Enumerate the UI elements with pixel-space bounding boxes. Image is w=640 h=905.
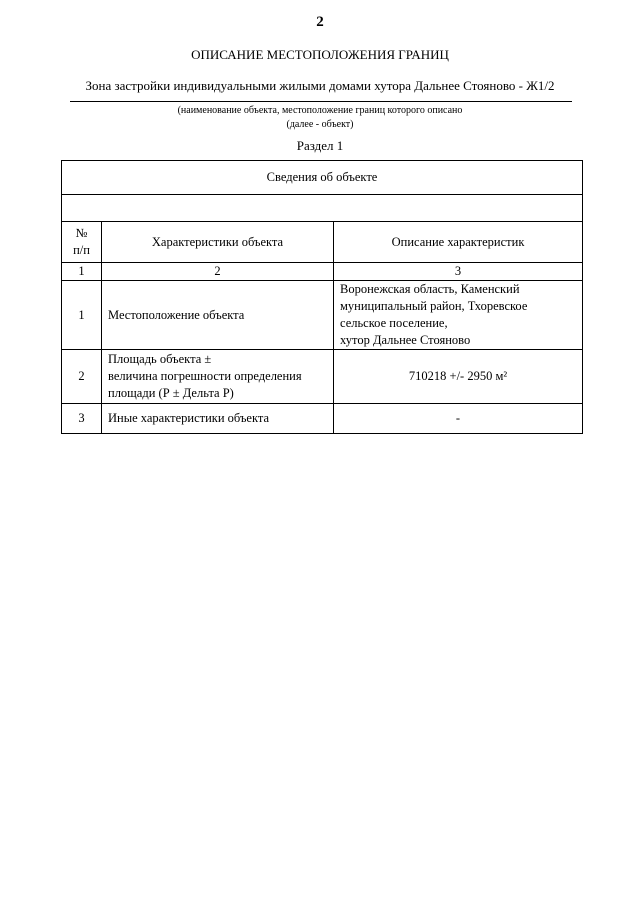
table-column-numbers-row [62, 263, 583, 281]
object-name: Зона застройки индивидуальными жилыми домами хутора Дальнее Стояново - Ж1/2 [85, 78, 555, 93]
header-number: № п/п [62, 222, 102, 263]
object-name-caption-line1: (наименование объекта, местоположение границ которого описано [177, 105, 463, 116]
table-heading-row [62, 161, 583, 195]
column-number: 1 [62, 263, 102, 281]
object-name-underline [70, 101, 572, 102]
object-info-table [61, 160, 583, 434]
table-row [62, 281, 583, 350]
column-number: 2 [102, 263, 334, 281]
document-title: ОПИСАНИЕ МЕСТОПОЛОЖЕНИЯ ГРАНИЦ [191, 47, 449, 62]
row-characteristic: Местоположение объекта [102, 281, 334, 350]
row-characteristic: Площадь объекта ± величина погрешности определения площади (Р ± Дельта Р) [102, 350, 334, 404]
row-description: 710218 +/- 2950 м² [334, 350, 583, 404]
page-number: 2 [316, 14, 324, 30]
row-number: 2 [62, 350, 102, 404]
column-number: 3 [334, 263, 583, 281]
row-characteristic: Иные характеристики объекта [102, 404, 334, 434]
table-row [62, 404, 583, 434]
row-description: - [334, 404, 583, 434]
section-title: Раздел 1 [296, 138, 344, 153]
header-description: Описание характеристик [334, 222, 583, 263]
table-heading: Сведения об объекте [62, 161, 583, 195]
table-empty-row [62, 195, 583, 222]
table-header-row [62, 222, 583, 263]
header-characteristic: Характеристики объекта [102, 222, 334, 263]
row-number: 3 [62, 404, 102, 434]
table-row [62, 350, 583, 404]
table-empty-cell [62, 195, 583, 222]
row-number: 1 [62, 281, 102, 350]
row-description: Воронежская область, Каменский муниципальный район, Тхоревское сельское поселение, хутор Дальнее Стояново [334, 281, 583, 350]
object-name-caption-line2: (далее - объект) [286, 119, 354, 130]
